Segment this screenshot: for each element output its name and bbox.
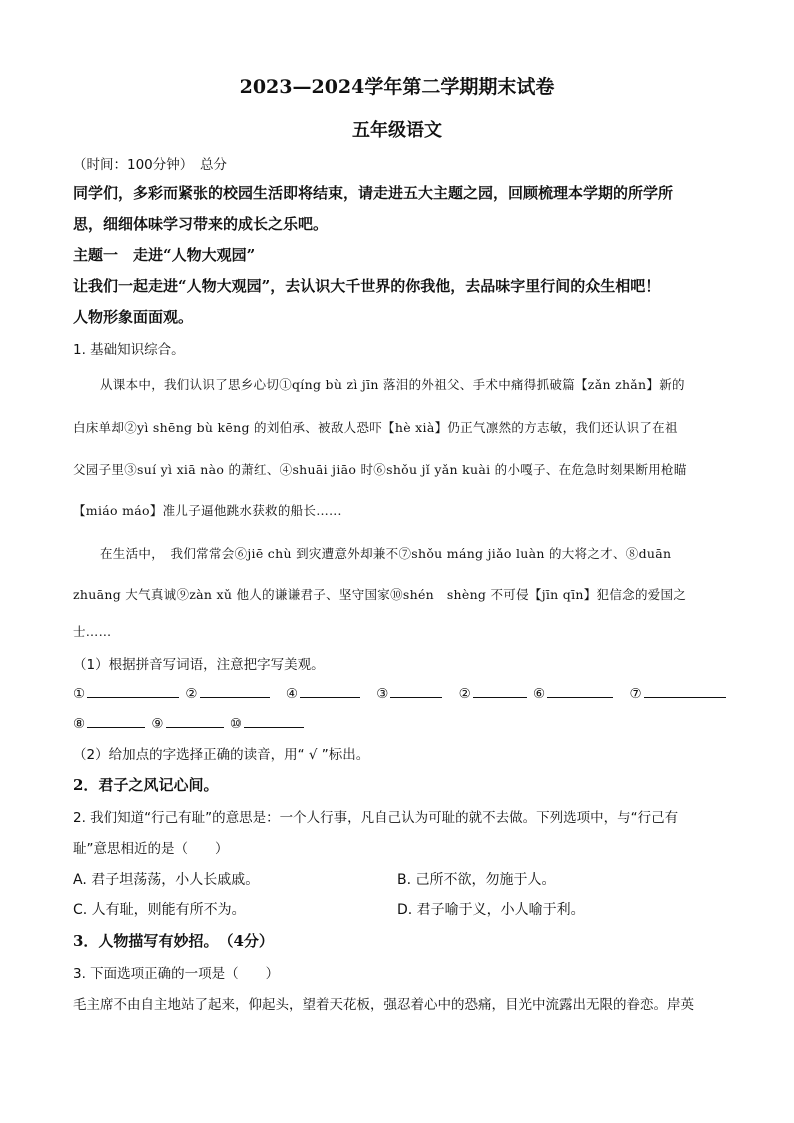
exam-title: 2023—2024学年第二学期期末试卷 [239,76,555,98]
option-b[interactable]: B. 己所不欲，勿施于人。 [397,872,556,888]
blank-marker: ② [458,686,471,702]
theme1-subheading: 人物形象面面观。 [73,308,194,326]
answer-blank[interactable] [200,683,270,698]
blank-marker: ⑩ [229,716,242,732]
q2-line2: 耻”意思相近的是（ ） [73,841,229,857]
q2-line1: 2. 我们知道“行己有耻”的意思是：一个人行事，凡自己认为可耻的就不去做。下列选项中，与“行己有 [73,810,679,826]
blank-marker: ⑦ [629,686,642,702]
blank-marker: ③ [376,686,389,702]
q1-passage1-line4: 【miáo máo】准儿子逼他跳水获救的船长…… [73,503,342,518]
answer-blank[interactable] [244,713,304,728]
q1-passage1-line2: 白床单却②yì shēng bù kēng 的刘伯承、被敌人恐吓【hè xià】仍正气凛然的方志敏，我们还认识了在祖 [73,420,678,435]
q1-label: 1. 基础知识综合。 [73,342,185,358]
blank-marker: ⑥ [533,686,546,702]
q1-passage1-line1: 从课本中，我们认识了思乡心切①qíng bù zì jīn 落泪的外祖父、手术中痛得抓破篇【zǎn zhǎn】新的 [100,377,685,392]
section3-heading: 3．人物描写有妙招。 （4分） [73,932,274,950]
answer-blank[interactable] [87,683,179,698]
q1-passage2-line2: zhuāng 大气真诚⑨zàn xǔ 他人的谦谦君子、坚守国家⑩shén shèng 不可侵【jīn qīn】犯信念的爱国之 [73,587,687,602]
q3-line: 3. 下面选项正确的一项是（ ） [73,966,280,982]
q1-passage1-line3: 父园子里③suí yì xiā nào 的萧红、④shuāi jiāo 时⑥shǒu jǐ yǎn kuài 的小嘎子、在危急时刻果断用枪瞄 [73,462,687,477]
answer-blank[interactable] [390,683,442,698]
theme1-heading: 主题一 走进“人物大观园” [73,246,256,264]
blank-marker: ④ [285,686,298,702]
section2-heading: 2．君子之风记心间。 [73,776,219,794]
answer-blank[interactable] [166,713,224,728]
q1-sub2: （2）给加点的字选择正确的读音，用“ √ ”标出。 [73,747,370,763]
intro-line-2: 思，细细体味学习带来的成长之乐吧。 [73,215,329,233]
answer-blanks-row1 [73,683,722,702]
blank-marker: ⑧ [73,716,86,732]
blank-marker: ⑨ [151,716,164,732]
option-d[interactable]: D. 君子喻于义，小人喻于利。 [397,902,585,918]
q1-passage2-line3: 士…… [73,624,112,639]
blank-marker: ② [185,686,198,702]
exam-subtitle: 五年级语文 [352,120,442,141]
blank-marker: ① [73,686,86,702]
answer-blank[interactable] [473,683,527,698]
intro-line-1: 同学们，多彩而紧张的校园生活即将结束，请走进五大主题之园，回顾梳理本学期的所学所 [73,184,674,202]
q1-passage2-line1: 在生活中， 我们常常会⑥jiē chù 到灾遭意外却兼不⑦shǒu máng jiǎo luàn 的大将之才、⑧duān [100,546,672,561]
time-score-line: （时间：100分钟） 总分 [73,157,228,173]
option-c[interactable]: C. 人有耻，则能有所不为。 [73,902,246,918]
answer-blank[interactable] [547,683,613,698]
option-a[interactable]: A. 君子坦荡荡，小人长戚戚。 [73,872,260,888]
answer-blank[interactable] [87,713,145,728]
answer-blanks-row2 [73,713,722,732]
q3-passage: 毛主席不由自主地站了起来，仰起头，望着天花板，强忍着心中的恐痛，目光中流露出无限的眷恋。岸英 [73,997,694,1013]
q1-sub1: （1）根据拼音写词语，注意把字写美观。 [73,657,325,673]
answer-blank[interactable] [644,683,726,698]
theme1-lead: 让我们一起走进“人物大观园”，去认识大千世界的你我他，去品味字里行间的众生相吧！ [73,277,661,295]
answer-blank[interactable] [300,683,360,698]
